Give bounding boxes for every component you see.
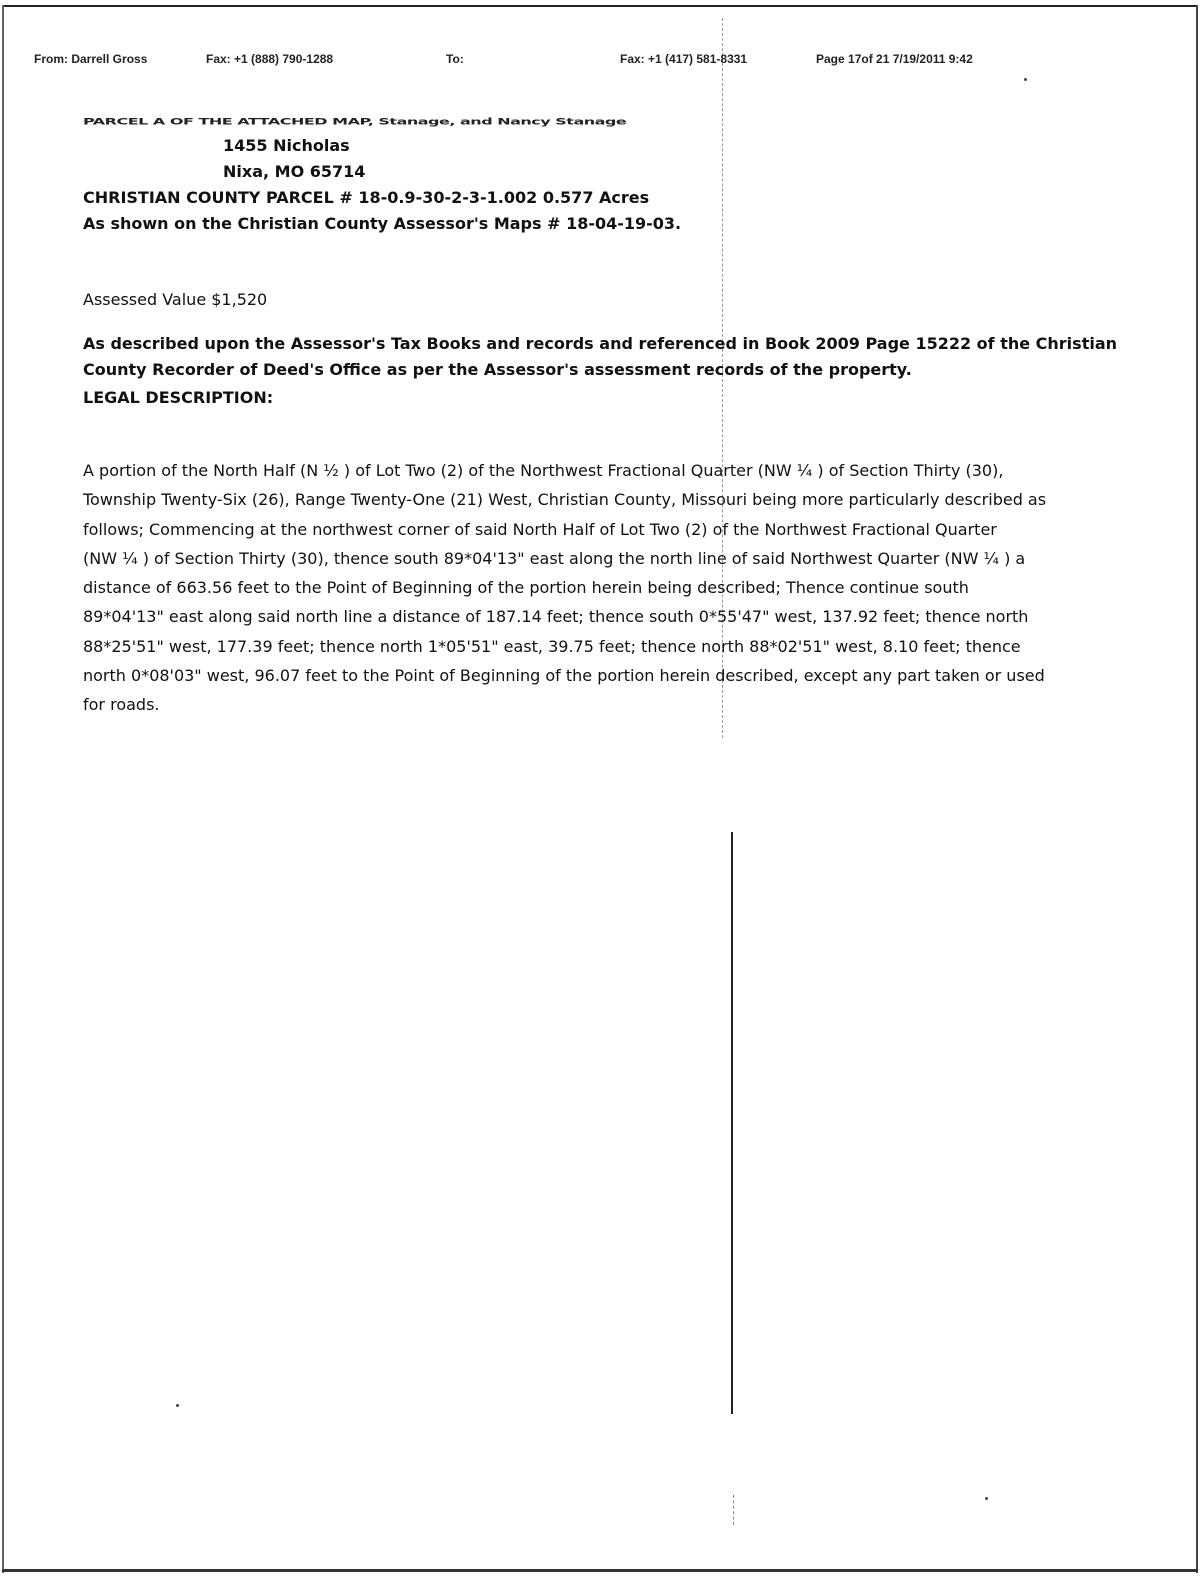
fax-from-number: Fax: +1 (888) 790-1288: [206, 52, 334, 66]
assessed-value: Assessed Value $1,520: [83, 290, 268, 309]
legal-line: (NW ¼ ) of Section Thirty (30), thence south 89*04'13" east along the north line of said Northwest Quarter (NW ¼ ) a: [83, 548, 1026, 568]
legal-description-heading: LEGAL DESCRIPTION:: [83, 388, 274, 407]
scan-speck: [1024, 78, 1027, 81]
fold-line-dotted-bottom: [733, 1495, 734, 1525]
address-street: 1455 Nicholas: [223, 136, 350, 155]
garbled-heading: PARCEL A OF THE ATTACHED MAP, Stanage, and Nancy Stanage: [83, 116, 627, 127]
legal-line: north 0*08'03" west, 96.07 feet to the Point of Beginning of the portion herein described, except any part taken or used: [83, 666, 1045, 686]
legal-description: [83, 456, 1153, 720]
fax-to: To:: [446, 52, 464, 66]
described-line-2: County Recorder of Deed's Office as per the Assessor's assessment records of the property.: [83, 360, 912, 379]
legal-line: for roads.: [83, 695, 160, 715]
fax-to-number: Fax: +1 (417) 581-8331: [620, 52, 748, 66]
parcel-line: CHRISTIAN COUNTY PARCEL # 18-0.9-30-2-3-1.002 0.577 Acres: [83, 188, 650, 207]
fax-from: From: Darrell Gross: [34, 52, 148, 66]
legal-line: 88*25'51" west, 177.39 feet; thence north 1*05'51" east, 39.75 feet; thence north 88*02'51" west, 8.10 feet; thence: [83, 636, 1021, 656]
legal-line: 89*04'13" east along said north line a distance of 187.14 feet; thence south 0*55'47" west, 137.92 feet; thence north: [83, 607, 1029, 627]
page-border-left: [2, 5, 4, 1573]
legal-line: distance of 663.56 feet to the Point of Beginning of the portion herein being described; Thence continue south: [83, 578, 969, 598]
described-line-1: As described upon the Assessor's Tax Books and records and referenced in Book 2009 Page 15222 of the Christian: [83, 334, 1118, 353]
address-city: Nixa, MO 65714: [223, 162, 366, 181]
page-border-bottom: [2, 1569, 1198, 1572]
fax-header: [0, 52, 1200, 72]
legal-line: Township Twenty-Six (26), Range Twenty-One (21) West, Christian County, Missouri being more particularly described as: [83, 490, 1047, 510]
scan-speck: [176, 1404, 179, 1407]
legal-line: follows; Commencing at the northwest corner of said North Half of Lot Two (2) of the Northwest Fractional Quarter: [83, 519, 997, 539]
page-border-top: [2, 5, 1198, 7]
legal-line: A portion of the North Half (N ½ ) of Lot Two (2) of the Northwest Fractional Quarter (NW ¼ ) of Section Thirty (30),: [83, 461, 1004, 480]
page-border-right: [1196, 5, 1198, 1573]
fold-line-solid: [731, 832, 733, 1414]
assessor-maps-line: As shown on the Christian County Assessor's Maps # 18-04-19-03.: [83, 214, 682, 233]
scan-speck: [985, 1497, 988, 1500]
fax-page-info: Page 17of 21 7/19/2011 9:42: [816, 52, 973, 66]
